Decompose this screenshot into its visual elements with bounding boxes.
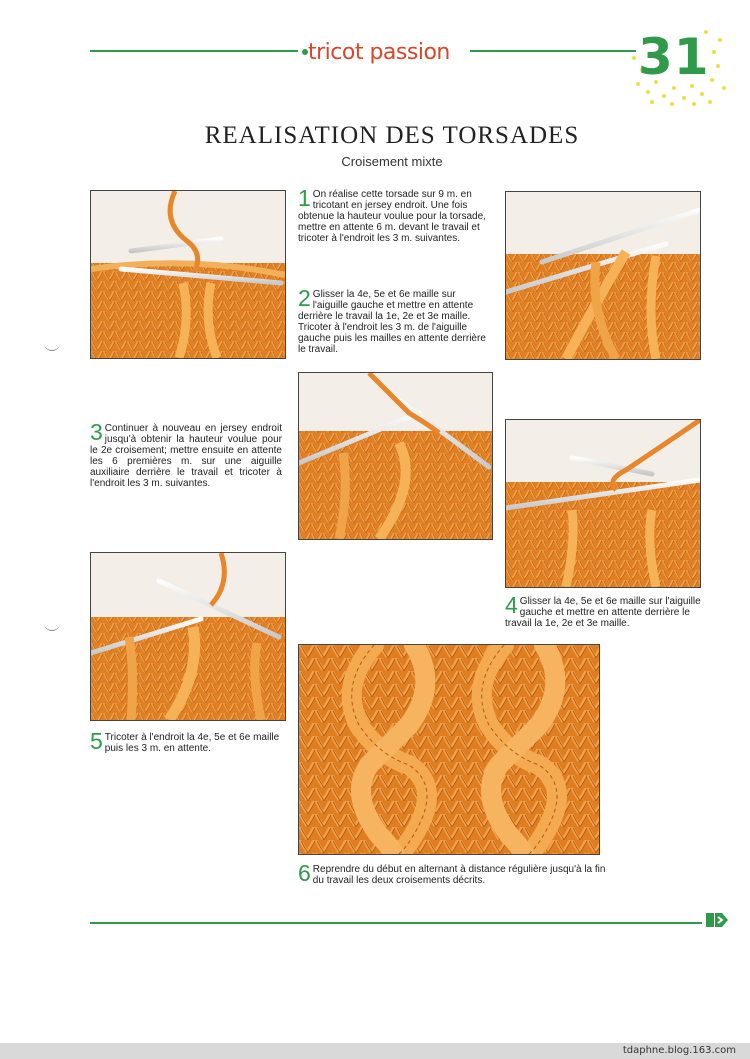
step-3-description: Continuer à nouveau en jersey endroit jusqu'à obtenir la hauteur voulue pour le 2e croisement; mettre ensuite en attente les 6 premières m. sur une aiguille auxiliaire derrière le travail et tricoter à l'endroit les 3 m. suivantes. xyxy=(90,423,282,489)
step-4-photo xyxy=(505,419,701,588)
step-5-photo xyxy=(90,552,286,721)
step-3-number: 3 xyxy=(90,419,103,445)
margin-mark xyxy=(44,342,60,351)
step-4-number: 4 xyxy=(505,592,518,618)
step-1-text xyxy=(298,185,490,244)
header-rule-right xyxy=(470,50,636,52)
step-1-number: 1 xyxy=(298,185,311,211)
footer-credit: tdaphne.blog.163.com xyxy=(622,1045,736,1056)
step-2-photo xyxy=(505,191,701,360)
footer-rule xyxy=(90,922,702,924)
margin-mark xyxy=(44,622,60,631)
step-6-number: 6 xyxy=(298,860,311,886)
step-2-number: 2 xyxy=(298,285,311,311)
step-5-text xyxy=(90,728,282,754)
step-4-text xyxy=(505,592,701,629)
step-1-description: On réalise cette torsade sur 9 m. en tricotant en jersey endroit. Une fois obtenue la hauteur voulue pour la torsade, mettre en attente 6 m. devant le travail et tricoter à l'endroit les 3 m. suivantes. xyxy=(298,189,486,244)
step-5-description: Tricoter à l'endroit la 4e, 5e et 6e maille puis les 3 m. en attente. xyxy=(104,732,280,754)
finished-cable-photo xyxy=(298,644,600,855)
page-title: REALISATION DES TORSADES xyxy=(204,122,580,149)
next-page-arrow-icon xyxy=(706,911,728,929)
page-number: 31 xyxy=(638,28,710,86)
step-2-description: Glisser la 4e, 5e et 6e maille sur l'aiguille gauche et mettre en attente derrière le travail la 1e, 2e et 3e maille. Tricoter à l'endroit les 3 m. de l'aiguille gauche puis les mailles en attente derrière le travail. xyxy=(298,289,486,355)
step-2-text xyxy=(298,285,490,355)
brand-title: tricot passion xyxy=(308,40,450,65)
step-1-photo xyxy=(90,190,286,359)
step-3-photo xyxy=(298,372,493,540)
step-5-number: 5 xyxy=(90,728,103,754)
step-6-text xyxy=(298,860,608,886)
step-6-description: Reprendre du début en alternant à distance régulière jusqu'à la fin du travail les deux croisements décrits. xyxy=(312,864,606,886)
header-rule-left xyxy=(90,50,298,52)
step-3-text xyxy=(90,419,282,489)
step-4-description: Glisser la 4e, 5e et 6e maille sur l'aiguille gauche et mettre en attente derrière le travail la 1e, 2e et 3e maille. xyxy=(505,596,701,629)
page-subtitle: Croisement mixte xyxy=(341,154,443,169)
